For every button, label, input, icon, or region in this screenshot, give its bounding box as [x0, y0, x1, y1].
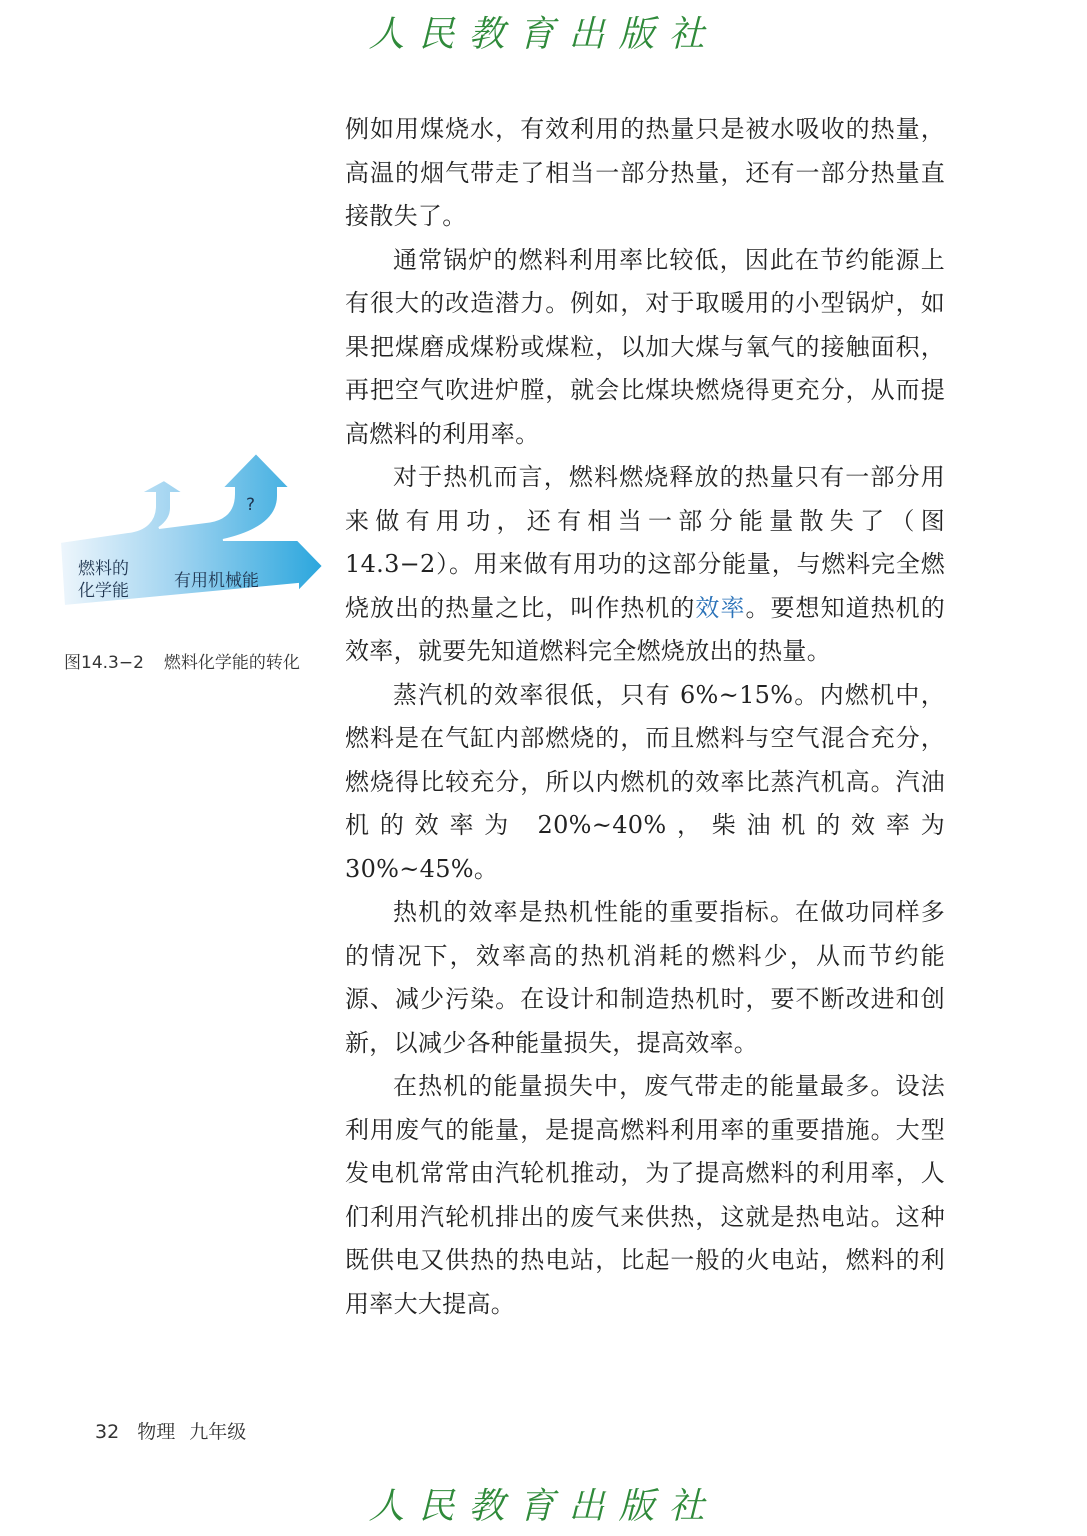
page-number: 32 [95, 1421, 120, 1443]
figure-caption [64, 648, 300, 673]
footer-grade: 九年级 [189, 1421, 247, 1443]
paragraph-1: 例如用煤烧水，有效利用的热量只是被水吸收的热量，高温的烟气带走了相当一部分热量，还有一部分热量直接散失了。 [345, 115, 945, 230]
fig-label-question: ? [246, 495, 256, 515]
fig-label-chemical-energy: 燃料的 化学能 [78, 559, 129, 601]
key-term-efficiency: 效率 [695, 593, 746, 622]
publisher-watermark-bottom: 人民教育出版社 [368, 1486, 719, 1527]
page-footer [95, 1417, 246, 1444]
figure-caption-text: 燃料化学能的转化 [163, 653, 300, 673]
energy-conversion-figure [58, 448, 328, 613]
footer-subject: 物理 [137, 1421, 176, 1443]
paragraph-5: 热机的效率是热机性能的重要指标。在做功同样多的情况下，效率高的热机消耗的燃料少，从而节约能源、减少污染。在设计和制造热机时，要不断改进和创新，以减少各种能量损失，提高效率。 [345, 898, 945, 1057]
paragraph-3: 对于热机而言，燃料燃烧释放的热量只有一部分用来做有用功，还有相当一部分能量散失了（图 14.3−2）。用来做有用功的这部分能量，与燃料完全燃烧放出的热量之比，叫作热机的效率。要想知道热机的效率，就要先知道燃料完全燃烧放出的热量。 [345, 463, 945, 665]
body-text [345, 108, 945, 1326]
paragraph-6: 在热机的能量损失中，废气带走的能量最多。设法利用废气的能量，是提高燃料利用率的重要措施。大型发电机常常由汽轮机推动，为了提高燃料的利用率，人们利用汽轮机排出的废气来供热，这就是热电站。这种既供电又供热的热电站，比起一般的火电站，燃料的利用率大大提高。 [345, 1072, 945, 1318]
paragraph-2: 通常锅炉的燃料利用率比较低，因此在节约能源上有很大的改造潜力。例如，对于取暖用的小型锅炉，如果把煤磨成煤粉或煤粒，以加大煤与氧气的接触面积，再把空气吹进炉膛，就会比煤块燃烧得更充分，从而提高燃料的利用率。 [345, 245, 945, 448]
publisher-watermark-top: 人民教育出版社 [368, 14, 719, 55]
fig-label-useful-work: 有用机械能 [174, 571, 259, 591]
paragraph-4: 蒸汽机的效率很低，只有 6%~15%。内燃机中，燃料是在气缸内部燃烧的，而且燃料与空气混合充分，燃烧得比较充分，所以内燃机的效率比蒸汽机高。汽油机的效率为 20%~40%，柴油机的效率为 30%~45%。 [345, 680, 945, 883]
figure-caption-number: 图14.3−2 [64, 653, 144, 673]
